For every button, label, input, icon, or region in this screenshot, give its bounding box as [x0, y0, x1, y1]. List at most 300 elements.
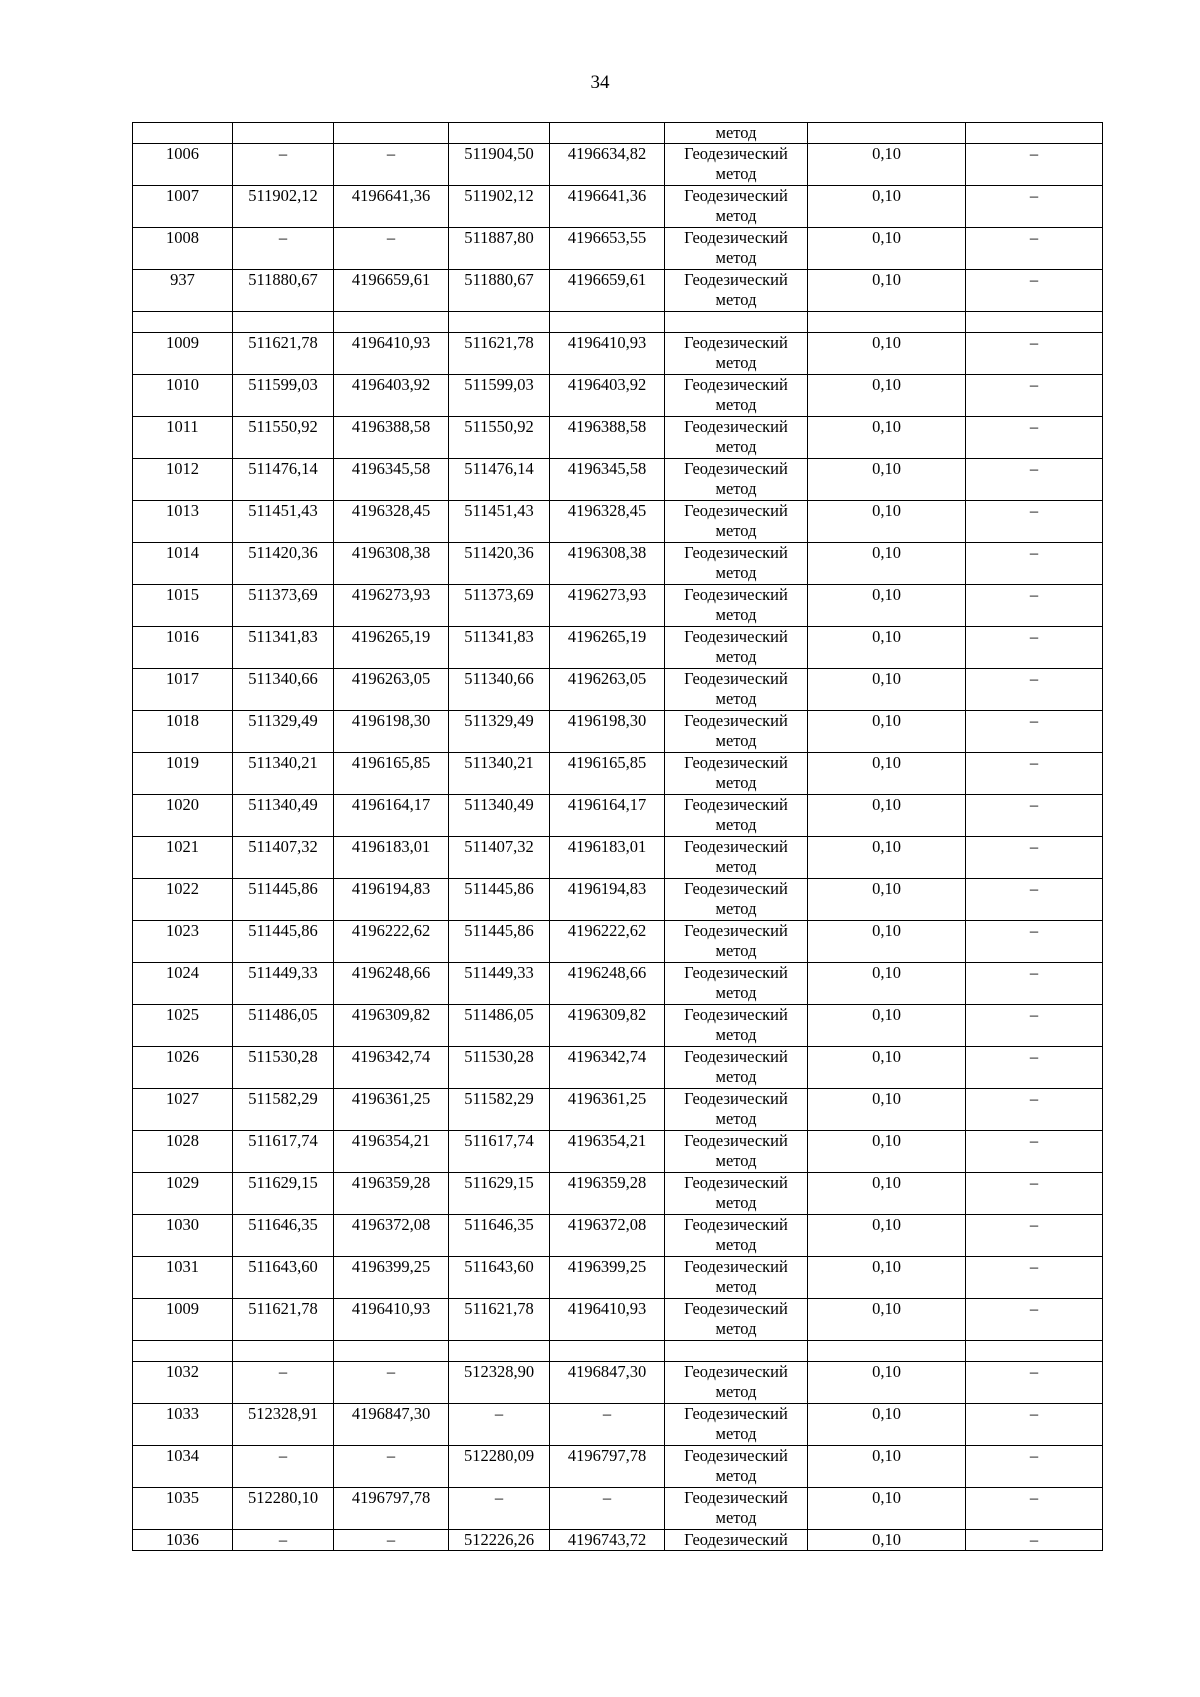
- point-id-cell: 1033: [133, 1404, 233, 1446]
- note-cell: –: [966, 1089, 1103, 1131]
- method-cell: Геодезический метод: [665, 837, 808, 879]
- point-id-cell: 1015: [133, 585, 233, 627]
- point-id-cell: 1017: [133, 669, 233, 711]
- point-id-cell: 1019: [133, 753, 233, 795]
- accuracy-cell: 0,10: [808, 627, 966, 669]
- x-existing-cell: 511880,67: [233, 270, 334, 312]
- note-cell: –: [966, 1173, 1103, 1215]
- point-id-cell: 1009: [133, 1299, 233, 1341]
- note-cell: –: [966, 1446, 1103, 1488]
- y-existing-cell: 4196403,92: [334, 375, 449, 417]
- table-row: [133, 417, 1103, 459]
- y-new-cell: 4196354,21: [550, 1131, 665, 1173]
- note-cell: –: [966, 1257, 1103, 1299]
- accuracy-cell: 0,10: [808, 585, 966, 627]
- x-new-cell: 511904,50: [449, 144, 550, 186]
- accuracy-cell: 0,10: [808, 1362, 966, 1404]
- x-existing-cell: 511530,28: [233, 1047, 334, 1089]
- accuracy-cell: 0,10: [808, 1446, 966, 1488]
- point-id-cell: 1013: [133, 501, 233, 543]
- x-new-cell: 511486,05: [449, 1005, 550, 1047]
- x-new-cell: 511887,80: [449, 228, 550, 270]
- y-existing-cell: 4196183,01: [334, 837, 449, 879]
- note-cell: –: [966, 1047, 1103, 1089]
- accuracy-cell: 0,10: [808, 1488, 966, 1530]
- table-row: [133, 1488, 1103, 1530]
- note-cell: –: [966, 501, 1103, 543]
- accuracy-cell: 0,10: [808, 1047, 966, 1089]
- x-new-cell: 511407,32: [449, 837, 550, 879]
- x-new-cell: 511599,03: [449, 375, 550, 417]
- x-new-cell: 511451,43: [449, 501, 550, 543]
- y-existing-cell: 4196194,83: [334, 879, 449, 921]
- method-cell: метод: [665, 123, 808, 144]
- y-new-cell: 4196388,58: [550, 417, 665, 459]
- method-cell: Геодезический метод: [665, 1362, 808, 1404]
- x-existing-cell: 511476,14: [233, 459, 334, 501]
- y-existing-cell: 4196388,58: [334, 417, 449, 459]
- x-existing-cell: 511407,32: [233, 837, 334, 879]
- method-cell: Геодезический: [665, 1530, 808, 1551]
- point-id-cell: 1016: [133, 627, 233, 669]
- table-row: [133, 669, 1103, 711]
- x-new-cell: 511449,33: [449, 963, 550, 1005]
- point-id-cell: 1036: [133, 1530, 233, 1551]
- point-id-cell: 1034: [133, 1446, 233, 1488]
- point-id-cell: 1035: [133, 1488, 233, 1530]
- y-new-cell: 4196265,19: [550, 627, 665, 669]
- x-new-cell: 511476,14: [449, 459, 550, 501]
- x-existing-cell: 511902,12: [233, 186, 334, 228]
- table-row: [133, 333, 1103, 375]
- x-new-cell: 511340,66: [449, 669, 550, 711]
- y-new-cell: –: [550, 1404, 665, 1446]
- x-new-cell: 511329,49: [449, 711, 550, 753]
- accuracy-cell: 0,10: [808, 1257, 966, 1299]
- point-id-cell: 1027: [133, 1089, 233, 1131]
- y-existing-cell: 4196198,30: [334, 711, 449, 753]
- note-cell: –: [966, 669, 1103, 711]
- y-existing-cell: 4196399,25: [334, 1257, 449, 1299]
- table-row: [133, 753, 1103, 795]
- y-existing-cell: 4196309,82: [334, 1005, 449, 1047]
- y-existing-cell: 4196354,21: [334, 1131, 449, 1173]
- y-existing-cell: 4196361,25: [334, 1089, 449, 1131]
- point-id-cell: 1014: [133, 543, 233, 585]
- table-row: [133, 144, 1103, 186]
- method-cell: Геодезический метод: [665, 270, 808, 312]
- y-new-cell: 4196847,30: [550, 1362, 665, 1404]
- y-new-cell: 4196345,58: [550, 459, 665, 501]
- note-cell: –: [966, 543, 1103, 585]
- y-new-cell: 4196183,01: [550, 837, 665, 879]
- y-new-cell: 4196410,93: [550, 1299, 665, 1341]
- y-existing-cell: 4196265,19: [334, 627, 449, 669]
- method-cell: Геодезический метод: [665, 795, 808, 837]
- method-cell: Геодезический метод: [665, 333, 808, 375]
- accuracy-cell: 0,10: [808, 1530, 966, 1551]
- y-existing-cell: 4196659,61: [334, 270, 449, 312]
- method-cell: Геодезический метод: [665, 1299, 808, 1341]
- note-cell: –: [966, 270, 1103, 312]
- table-row: [133, 627, 1103, 669]
- table-row: [133, 186, 1103, 228]
- x-existing-cell: 511420,36: [233, 543, 334, 585]
- point-id-cell: 1009: [133, 333, 233, 375]
- x-existing-cell: –: [233, 1362, 334, 1404]
- y-existing-cell: 4196847,30: [334, 1404, 449, 1446]
- table-row: [133, 879, 1103, 921]
- table-row: [133, 1446, 1103, 1488]
- accuracy-cell: 0,10: [808, 753, 966, 795]
- method-cell: Геодезический метод: [665, 228, 808, 270]
- table-row: [133, 501, 1103, 543]
- x-existing-cell: 511373,69: [233, 585, 334, 627]
- y-existing-cell: –: [334, 1362, 449, 1404]
- point-id-cell: 1018: [133, 711, 233, 753]
- table-row: [133, 585, 1103, 627]
- y-new-cell: 4196743,72: [550, 1530, 665, 1551]
- y-new-cell: 4196194,83: [550, 879, 665, 921]
- x-existing-cell: 511629,15: [233, 1173, 334, 1215]
- table-row-separator: [133, 312, 1103, 333]
- method-cell: Геодезический метод: [665, 417, 808, 459]
- method-cell: Геодезический метод: [665, 669, 808, 711]
- method-cell: Геодезический метод: [665, 1488, 808, 1530]
- point-id-cell: 1007: [133, 186, 233, 228]
- x-existing-cell: 511341,83: [233, 627, 334, 669]
- method-cell: Геодезический метод: [665, 753, 808, 795]
- method-cell: Геодезический метод: [665, 1089, 808, 1131]
- method-cell: Геодезический метод: [665, 543, 808, 585]
- method-cell: Геодезический метод: [665, 963, 808, 1005]
- accuracy-cell: 0,10: [808, 543, 966, 585]
- x-existing-cell: –: [233, 228, 334, 270]
- method-cell: Геодезический метод: [665, 501, 808, 543]
- method-cell: Геодезический метод: [665, 375, 808, 417]
- x-new-cell: 511643,60: [449, 1257, 550, 1299]
- y-new-cell: 4196164,17: [550, 795, 665, 837]
- accuracy-cell: 0,10: [808, 963, 966, 1005]
- y-existing-cell: 4196165,85: [334, 753, 449, 795]
- note-cell: –: [966, 417, 1103, 459]
- accuracy-cell: 0,10: [808, 837, 966, 879]
- table-row: [133, 1257, 1103, 1299]
- point-id-cell: 1029: [133, 1173, 233, 1215]
- accuracy-cell: 0,10: [808, 921, 966, 963]
- y-existing-cell: 4196273,93: [334, 585, 449, 627]
- method-cell: Геодезический метод: [665, 459, 808, 501]
- method-cell: Геодезический метод: [665, 1215, 808, 1257]
- y-new-cell: 4196308,38: [550, 543, 665, 585]
- x-new-cell: 511617,74: [449, 1131, 550, 1173]
- table-row: [133, 711, 1103, 753]
- table-row: [133, 459, 1103, 501]
- table-row: [133, 1047, 1103, 1089]
- x-new-cell: 511621,78: [449, 333, 550, 375]
- point-id-cell: 1010: [133, 375, 233, 417]
- y-existing-cell: 4196345,58: [334, 459, 449, 501]
- x-new-cell: –: [449, 1404, 550, 1446]
- point-id-cell: 1006: [133, 144, 233, 186]
- y-new-cell: 4196359,28: [550, 1173, 665, 1215]
- y-new-cell: 4196653,55: [550, 228, 665, 270]
- accuracy-cell: 0,10: [808, 501, 966, 543]
- accuracy-cell: 0,10: [808, 1215, 966, 1257]
- y-existing-cell: 4196342,74: [334, 1047, 449, 1089]
- method-cell: Геодезический метод: [665, 144, 808, 186]
- x-new-cell: 512226,26: [449, 1530, 550, 1551]
- note-cell: –: [966, 186, 1103, 228]
- note-cell: –: [966, 1005, 1103, 1047]
- note-cell: –: [966, 963, 1103, 1005]
- point-id-cell: 1023: [133, 921, 233, 963]
- x-existing-cell: –: [233, 1446, 334, 1488]
- table-row: [133, 1173, 1103, 1215]
- note-cell: –: [966, 879, 1103, 921]
- y-new-cell: 4196372,08: [550, 1215, 665, 1257]
- x-existing-cell: 511340,66: [233, 669, 334, 711]
- accuracy-cell: 0,10: [808, 1089, 966, 1131]
- table-row: [133, 270, 1103, 312]
- x-new-cell: 511445,86: [449, 879, 550, 921]
- note-cell: –: [966, 585, 1103, 627]
- x-existing-cell: 511486,05: [233, 1005, 334, 1047]
- x-new-cell: 511629,15: [449, 1173, 550, 1215]
- y-existing-cell: 4196797,78: [334, 1488, 449, 1530]
- coordinates-table: [132, 122, 1103, 1551]
- method-cell: Геодезический метод: [665, 1257, 808, 1299]
- note-cell: –: [966, 228, 1103, 270]
- method-cell: Геодезический метод: [665, 879, 808, 921]
- note-cell: –: [966, 627, 1103, 669]
- point-id-cell: 1024: [133, 963, 233, 1005]
- x-existing-cell: 511550,92: [233, 417, 334, 459]
- point-id-cell: 1011: [133, 417, 233, 459]
- note-cell: –: [966, 375, 1103, 417]
- y-new-cell: 4196248,66: [550, 963, 665, 1005]
- table-row: [133, 1005, 1103, 1047]
- point-id-cell: 1026: [133, 1047, 233, 1089]
- method-cell: Геодезический метод: [665, 1446, 808, 1488]
- table-row: [133, 228, 1103, 270]
- x-existing-cell: 511445,86: [233, 921, 334, 963]
- x-new-cell: 511373,69: [449, 585, 550, 627]
- x-new-cell: 511550,92: [449, 417, 550, 459]
- accuracy-cell: 0,10: [808, 144, 966, 186]
- point-id-cell: 1032: [133, 1362, 233, 1404]
- point-id-cell: 1031: [133, 1257, 233, 1299]
- accuracy-cell: 0,10: [808, 1299, 966, 1341]
- x-existing-cell: 511617,74: [233, 1131, 334, 1173]
- x-existing-cell: 511582,29: [233, 1089, 334, 1131]
- note-cell: –: [966, 1530, 1103, 1551]
- accuracy-cell: 0,10: [808, 795, 966, 837]
- y-new-cell: 4196403,92: [550, 375, 665, 417]
- note-cell: –: [966, 1215, 1103, 1257]
- x-existing-cell: 511621,78: [233, 1299, 334, 1341]
- accuracy-cell: 0,10: [808, 459, 966, 501]
- note-cell: –: [966, 837, 1103, 879]
- y-existing-cell: 4196308,38: [334, 543, 449, 585]
- x-existing-cell: 511621,78: [233, 333, 334, 375]
- y-existing-cell: 4196164,17: [334, 795, 449, 837]
- y-new-cell: –: [550, 1488, 665, 1530]
- y-new-cell: 4196399,25: [550, 1257, 665, 1299]
- table-row: [133, 543, 1103, 585]
- note-cell: –: [966, 753, 1103, 795]
- x-existing-cell: 511340,49: [233, 795, 334, 837]
- x-existing-cell: 511445,86: [233, 879, 334, 921]
- point-id-cell: 937: [133, 270, 233, 312]
- x-existing-cell: 512328,91: [233, 1404, 334, 1446]
- y-existing-cell: –: [334, 228, 449, 270]
- table-row: [133, 1404, 1103, 1446]
- point-id-cell: 1020: [133, 795, 233, 837]
- x-new-cell: 511621,78: [449, 1299, 550, 1341]
- note-cell: –: [966, 1404, 1103, 1446]
- table-row: [133, 1299, 1103, 1341]
- note-cell: –: [966, 1488, 1103, 1530]
- y-new-cell: 4196797,78: [550, 1446, 665, 1488]
- table-row: [133, 837, 1103, 879]
- y-existing-cell: 4196263,05: [334, 669, 449, 711]
- x-existing-cell: 511329,49: [233, 711, 334, 753]
- method-cell: Геодезический метод: [665, 627, 808, 669]
- table-row: [133, 1131, 1103, 1173]
- y-existing-cell: 4196248,66: [334, 963, 449, 1005]
- y-new-cell: 4196309,82: [550, 1005, 665, 1047]
- x-new-cell: 511880,67: [449, 270, 550, 312]
- table-row: [133, 1215, 1103, 1257]
- y-existing-cell: 4196359,28: [334, 1173, 449, 1215]
- method-cell: Геодезический метод: [665, 1131, 808, 1173]
- y-new-cell: 4196342,74: [550, 1047, 665, 1089]
- y-existing-cell: 4196410,93: [334, 1299, 449, 1341]
- note-cell: –: [966, 333, 1103, 375]
- accuracy-cell: 0,10: [808, 333, 966, 375]
- note-cell: –: [966, 1362, 1103, 1404]
- note-cell: –: [966, 711, 1103, 753]
- y-new-cell: 4196361,25: [550, 1089, 665, 1131]
- table-row: [133, 921, 1103, 963]
- point-id-cell: 1012: [133, 459, 233, 501]
- x-new-cell: 511902,12: [449, 186, 550, 228]
- y-new-cell: 4196410,93: [550, 333, 665, 375]
- note-cell: –: [966, 1131, 1103, 1173]
- method-cell: Геодезический метод: [665, 1047, 808, 1089]
- point-id-cell: 1030: [133, 1215, 233, 1257]
- x-existing-cell: 511449,33: [233, 963, 334, 1005]
- method-cell: Геодезический метод: [665, 921, 808, 963]
- y-existing-cell: –: [334, 144, 449, 186]
- method-cell: Геодезический метод: [665, 585, 808, 627]
- table-row: [133, 795, 1103, 837]
- table-row: [133, 1530, 1103, 1551]
- method-cell: Геодезический метод: [665, 1173, 808, 1215]
- y-new-cell: 4196263,05: [550, 669, 665, 711]
- x-new-cell: 511420,36: [449, 543, 550, 585]
- x-existing-cell: –: [233, 1530, 334, 1551]
- x-existing-cell: 511646,35: [233, 1215, 334, 1257]
- y-new-cell: 4196328,45: [550, 501, 665, 543]
- table-row: [133, 375, 1103, 417]
- y-new-cell: 4196659,61: [550, 270, 665, 312]
- x-existing-cell: –: [233, 144, 334, 186]
- x-new-cell: 511341,83: [449, 627, 550, 669]
- point-id-cell: 1021: [133, 837, 233, 879]
- table-row: [133, 1362, 1103, 1404]
- accuracy-cell: 0,10: [808, 711, 966, 753]
- accuracy-cell: 0,10: [808, 270, 966, 312]
- y-existing-cell: 4196328,45: [334, 501, 449, 543]
- y-existing-cell: 4196222,62: [334, 921, 449, 963]
- y-existing-cell: 4196372,08: [334, 1215, 449, 1257]
- point-id-cell: 1008: [133, 228, 233, 270]
- x-new-cell: 512280,09: [449, 1446, 550, 1488]
- note-cell: –: [966, 921, 1103, 963]
- note-cell: –: [966, 459, 1103, 501]
- table-row: [133, 1089, 1103, 1131]
- x-new-cell: –: [449, 1488, 550, 1530]
- note-cell: –: [966, 795, 1103, 837]
- x-new-cell: 511530,28: [449, 1047, 550, 1089]
- point-id-cell: 1025: [133, 1005, 233, 1047]
- y-existing-cell: –: [334, 1530, 449, 1551]
- accuracy-cell: 0,10: [808, 1404, 966, 1446]
- x-existing-cell: 511643,60: [233, 1257, 334, 1299]
- accuracy-cell: 0,10: [808, 1005, 966, 1047]
- accuracy-cell: 0,10: [808, 375, 966, 417]
- table-row-separator: [133, 1341, 1103, 1362]
- x-existing-cell: 511599,03: [233, 375, 334, 417]
- page-number: 34: [590, 72, 610, 93]
- accuracy-cell: 0,10: [808, 879, 966, 921]
- y-new-cell: 4196641,36: [550, 186, 665, 228]
- x-new-cell: 512328,90: [449, 1362, 550, 1404]
- y-existing-cell: –: [334, 1446, 449, 1488]
- method-cell: Геодезический метод: [665, 1005, 808, 1047]
- accuracy-cell: 0,10: [808, 1173, 966, 1215]
- y-new-cell: 4196165,85: [550, 753, 665, 795]
- y-new-cell: 4196273,93: [550, 585, 665, 627]
- accuracy-cell: 0,10: [808, 417, 966, 459]
- table-body: [133, 123, 1103, 1551]
- y-new-cell: 4196198,30: [550, 711, 665, 753]
- x-existing-cell: 512280,10: [233, 1488, 334, 1530]
- method-cell: Геодезический метод: [665, 1404, 808, 1446]
- accuracy-cell: 0,10: [808, 228, 966, 270]
- y-existing-cell: 4196410,93: [334, 333, 449, 375]
- method-cell: Геодезический метод: [665, 186, 808, 228]
- accuracy-cell: 0,10: [808, 186, 966, 228]
- x-new-cell: 511340,49: [449, 795, 550, 837]
- accuracy-cell: 0,10: [808, 1131, 966, 1173]
- table-row: [133, 963, 1103, 1005]
- x-existing-cell: 511340,21: [233, 753, 334, 795]
- y-new-cell: 4196634,82: [550, 144, 665, 186]
- table-row-partial: [133, 123, 1103, 144]
- x-new-cell: 511646,35: [449, 1215, 550, 1257]
- x-new-cell: 511445,86: [449, 921, 550, 963]
- method-cell: Геодезический метод: [665, 711, 808, 753]
- x-existing-cell: 511451,43: [233, 501, 334, 543]
- x-new-cell: 511340,21: [449, 753, 550, 795]
- note-cell: –: [966, 144, 1103, 186]
- x-new-cell: 511582,29: [449, 1089, 550, 1131]
- accuracy-cell: 0,10: [808, 669, 966, 711]
- y-new-cell: 4196222,62: [550, 921, 665, 963]
